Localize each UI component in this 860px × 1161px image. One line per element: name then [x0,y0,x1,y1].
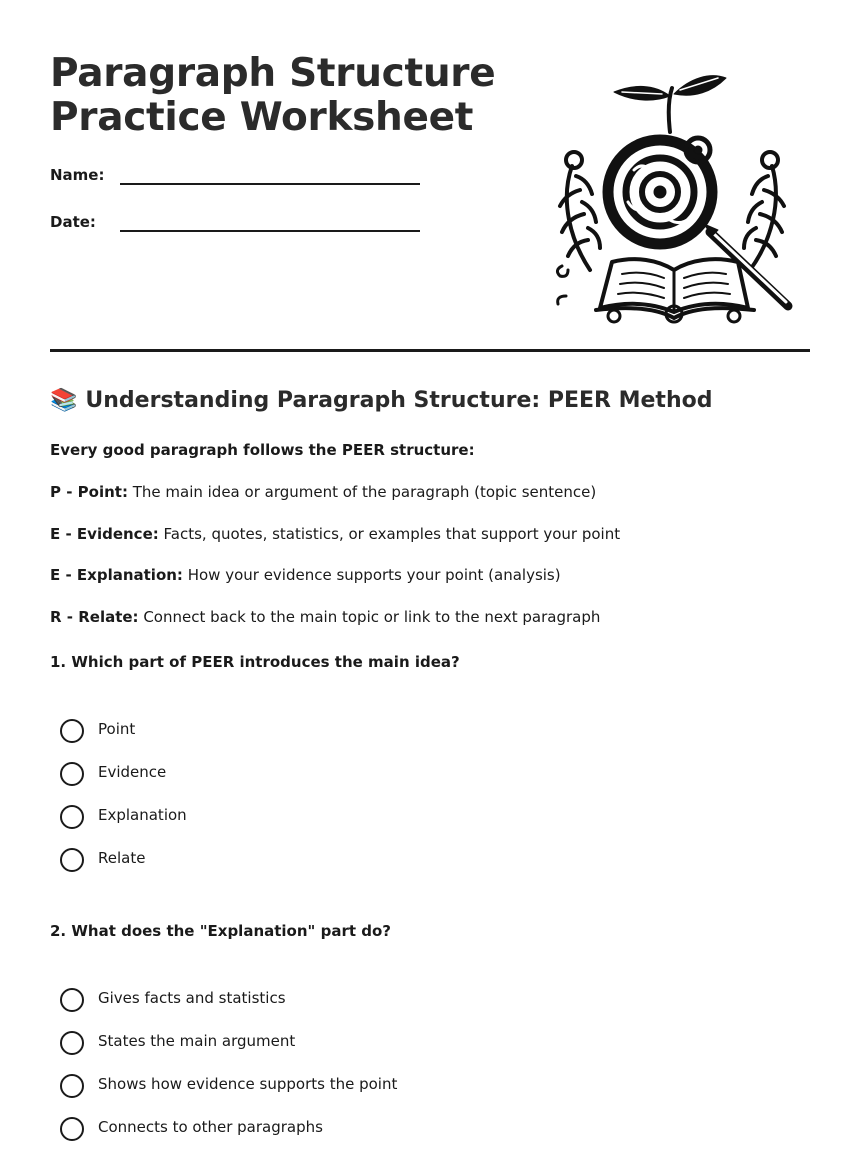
q1-option-relate[interactable] [60,848,560,874]
definition-term: P - Point: [50,483,128,501]
date-line[interactable] [120,230,420,232]
q2-option-2[interactable] [60,1031,560,1057]
definition-text: Facts, quotes, statistics, or examples that support your point [158,525,621,543]
q1-option-explanation[interactable] [60,805,560,831]
peer-intro: Every good paragraph follows the PEER structure: [50,441,475,459]
option-label: Shows how evidence supports the point [98,1075,398,1093]
definition-term: E - Evidence: [50,525,159,543]
q2-option-4[interactable] [60,1117,560,1143]
definition-relate [50,608,600,626]
question-2: 2. What does the "Explanation" part do? [50,922,391,940]
definition-text: Connect back to the main topic or link to the next paragraph [138,608,601,626]
definition-text: The main idea or argument of the paragraph (topic sentence) [127,483,597,501]
date-label: Date: [50,213,96,231]
definition-explanation [50,566,561,584]
definition-text: How your evidence supports your point (analysis) [182,566,561,584]
definition-evidence [50,525,620,543]
option-label: Gives facts and statistics [98,989,286,1007]
section-title-text: Understanding Paragraph Structure: PEER Method [85,388,713,413]
radio-button[interactable] [60,762,84,786]
name-field[interactable] [50,166,420,190]
option-label: Explanation [98,806,187,824]
radio-button[interactable] [60,1031,84,1055]
radio-button[interactable] [60,1074,84,1098]
option-label: States the main argument [98,1032,296,1050]
q2-option-3[interactable] [60,1074,560,1100]
title-line-1: Paragraph Structure [50,51,496,96]
radio-button[interactable] [60,988,84,1012]
radio-button[interactable] [60,848,84,872]
radio-button[interactable] [60,1117,84,1141]
option-label: Connects to other paragraphs [98,1118,323,1136]
header-divider [50,349,810,352]
books-emoji-icon: 📚 [50,388,78,413]
definition-point [50,483,596,501]
option-label: Relate [98,849,146,867]
book-quill-ornament-icon [550,70,800,326]
name-label: Name: [50,166,105,184]
q1-option-evidence[interactable] [60,762,560,788]
page-title [50,52,495,140]
radio-button[interactable] [60,719,84,743]
name-line[interactable] [120,183,420,185]
radio-button[interactable] [60,805,84,829]
date-field[interactable] [50,213,420,237]
definition-term: R - Relate: [50,608,139,626]
q2-option-1[interactable] [60,988,560,1014]
question-1: 1. Which part of PEER introduces the main idea? [50,653,460,671]
option-label: Point [98,720,136,738]
title-line-2: Practice Worksheet [50,95,474,140]
definition-term: E - Explanation: [50,566,183,584]
q1-option-point[interactable] [60,719,560,745]
option-label: Evidence [98,763,167,781]
section-title [50,388,712,413]
